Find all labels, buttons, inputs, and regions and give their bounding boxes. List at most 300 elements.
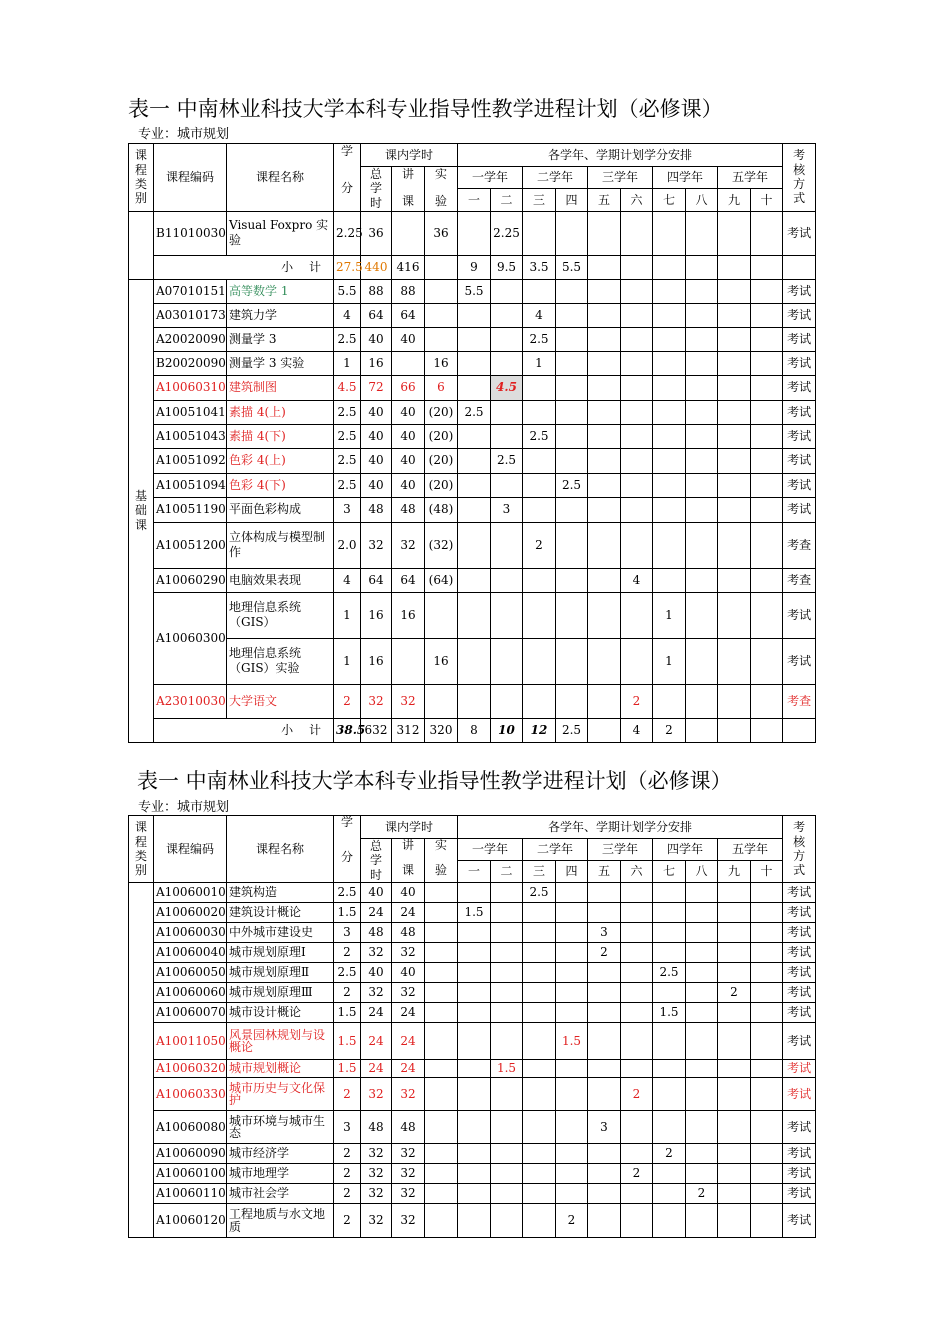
header-credit-top: 学: [340, 144, 353, 158]
term-4-cell: [556, 448, 588, 473]
term-2-cell: [491, 1184, 523, 1204]
term-3-cell: [523, 1003, 556, 1023]
header-year-4: 四学年: [653, 167, 718, 189]
term-9-cell: [718, 883, 751, 903]
course-code: A10060320: [154, 1060, 227, 1078]
term-3-cell: [523, 592, 556, 638]
term-7-cell: [653, 1184, 686, 1204]
term-2-cell: [491, 473, 523, 497]
term-6-cell: [621, 883, 653, 903]
term-6-cell: [621, 351, 653, 375]
term-8-cell: [686, 943, 718, 963]
term-2-cell: [491, 592, 523, 638]
course-lecture-hours: 24: [392, 903, 425, 923]
course-name: 地理信息系统（GIS）实验: [227, 638, 334, 684]
term-9-cell: [718, 255, 751, 279]
course-lecture-hours: 16: [392, 592, 425, 638]
header-term-5: 五: [588, 189, 621, 211]
course-exam: 考试: [783, 497, 816, 522]
course-total-hours: 64: [361, 303, 392, 327]
term-9-cell: [718, 638, 751, 684]
header-term-9: 九: [718, 861, 751, 883]
term-10-cell: [751, 963, 783, 983]
term-10-cell: [751, 1204, 783, 1238]
term-6-cell: [621, 983, 653, 1003]
header-name: 课程名称: [227, 144, 334, 212]
term-10-cell: [751, 522, 783, 568]
course-total-hours: 32: [361, 1164, 392, 1184]
course-lab-hours: [425, 963, 458, 983]
course-lecture-hours: 32: [392, 1078, 425, 1111]
header-term-1: 一: [458, 189, 491, 211]
term-6-cell: [621, 963, 653, 983]
course-row: [129, 684, 848, 718]
term-8-cell: [686, 1060, 718, 1078]
course-lecture-hours: 66: [392, 375, 425, 400]
term-1-cell: [458, 963, 491, 983]
term-2-cell: [491, 1144, 523, 1164]
term-6-cell: [621, 303, 653, 327]
term-2-cell: [491, 522, 523, 568]
term-4-cell: [556, 497, 588, 522]
header-category-text: 课程类别: [135, 148, 148, 206]
term-2-cell: [491, 963, 523, 983]
term-9-cell: [718, 1164, 751, 1184]
course-total-hours: 16: [361, 638, 392, 684]
course-exam: 考试: [783, 327, 816, 351]
course-row: [129, 351, 848, 375]
header-credit-bottom: 分: [340, 849, 353, 864]
course-total-hours: 40: [361, 327, 392, 351]
term-3-cell: [523, 400, 556, 424]
term-3-cell: [523, 1060, 556, 1078]
term-7-cell: 2: [653, 718, 686, 742]
course-name: 工程地质与水文地质: [227, 1204, 334, 1238]
course-row: [129, 211, 848, 255]
term-3-cell: [523, 1078, 556, 1111]
subtotal-exam: [783, 718, 816, 742]
course-lab-hours: [425, 1184, 458, 1204]
course-name: 素描 4(上): [227, 400, 334, 424]
term-3-cell: 2.5: [523, 327, 556, 351]
course-exam: 考试: [783, 1184, 816, 1204]
term-3-cell: [523, 473, 556, 497]
term-5-cell: [588, 424, 621, 448]
term-4-cell: [556, 568, 588, 592]
term-9-cell: [718, 473, 751, 497]
course-credit: 1: [334, 351, 361, 375]
header-year-4: 四学年: [653, 839, 718, 861]
header-term-6: 六: [621, 189, 653, 211]
term-8-cell: [686, 375, 718, 400]
course-name: 城市社会学: [227, 1184, 334, 1204]
course-lab-hours: [425, 303, 458, 327]
term-8-cell: [686, 424, 718, 448]
term-2-cell: [491, 903, 523, 923]
term-5-cell: [588, 592, 621, 638]
course-total-hours: 40: [361, 448, 392, 473]
term-3-cell: 4: [523, 303, 556, 327]
term-8-cell: [686, 1164, 718, 1184]
header-term-7: 七: [653, 189, 686, 211]
course-total-hours: 48: [361, 923, 392, 943]
term-5-cell: [588, 903, 621, 923]
term-5-cell: [588, 211, 621, 255]
term-8-cell: [686, 400, 718, 424]
header-total: [361, 839, 392, 883]
term-8-cell: [686, 903, 718, 923]
course-lecture-hours: 64: [392, 568, 425, 592]
term-2-cell: [491, 279, 523, 303]
course-lecture-hours: 40: [392, 473, 425, 497]
course-total-hours: 40: [361, 424, 392, 448]
term-4-cell: [556, 279, 588, 303]
term-7-cell: [653, 684, 686, 718]
subtotal-lab-hours: [425, 255, 458, 279]
subtotal-total-hours: 632: [361, 718, 392, 742]
course-code: A03010173: [154, 303, 227, 327]
category-cell: [129, 883, 154, 1238]
course-total-hours: 32: [361, 1204, 392, 1238]
course-name: 建筑构造: [227, 883, 334, 903]
header-lab: [425, 167, 458, 212]
term-7-cell: 1.5: [653, 1003, 686, 1023]
course-name: 平面色彩构成: [227, 497, 334, 522]
term-10-cell: [751, 1164, 783, 1184]
term-3-cell: 2.5: [523, 883, 556, 903]
course-total-hours: 32: [361, 522, 392, 568]
term-6-cell: [621, 1204, 653, 1238]
term-10-cell: [751, 592, 783, 638]
term-4-cell: [556, 923, 588, 943]
term-8-cell: 2: [686, 1184, 718, 1204]
course-credit: 2.0: [334, 522, 361, 568]
header-exam-text: 考核方式: [793, 148, 806, 206]
term-8-cell: [686, 327, 718, 351]
term-5-cell: [588, 1164, 621, 1184]
subtotal-exam: [783, 255, 816, 279]
term-9-cell: [718, 424, 751, 448]
term-7-cell: [653, 1078, 686, 1111]
term-5-cell: [588, 963, 621, 983]
course-name: 城市规划原理Ⅰ: [227, 943, 334, 963]
term-9-cell: [718, 1023, 751, 1060]
term-3-cell: [523, 903, 556, 923]
term-9-cell: [718, 1060, 751, 1078]
course-lab-hours: (20): [425, 424, 458, 448]
term-1-cell: [458, 327, 491, 351]
term-9-cell: [718, 592, 751, 638]
course-credit: 1.5: [334, 1060, 361, 1078]
header-code: 课程编码: [154, 816, 227, 883]
term-6-cell: [621, 473, 653, 497]
term-9-cell: [718, 400, 751, 424]
term-4-cell: [556, 903, 588, 923]
course-lab-hours: [425, 279, 458, 303]
header-term-7: 七: [653, 861, 686, 883]
term-7-cell: [653, 1164, 686, 1184]
term-2-cell: [491, 351, 523, 375]
term-2-cell: [491, 1164, 523, 1184]
header-total-text: 总学时: [370, 839, 383, 882]
term-6-cell: [621, 638, 653, 684]
term-8-cell: [686, 568, 718, 592]
subtotal-lecture-hours: 416: [392, 255, 425, 279]
course-exam: 考试: [783, 211, 816, 255]
term-3-cell: [523, 1204, 556, 1238]
term-2-cell: 1.5: [491, 1060, 523, 1078]
plan-table-1: [128, 143, 848, 743]
term-6-cell: [621, 375, 653, 400]
term-1-cell: [458, 1111, 491, 1144]
term-9-cell: [718, 718, 751, 742]
term-5-cell: [588, 375, 621, 400]
term-6-cell: [621, 1023, 653, 1060]
term-4-cell: [556, 400, 588, 424]
course-credit: 2: [334, 1144, 361, 1164]
term-9-cell: 2: [718, 983, 751, 1003]
header-term-2: 二: [491, 189, 523, 211]
subtotal-lab-hours: 320: [425, 718, 458, 742]
term-2-cell: [491, 327, 523, 351]
course-credit: 2: [334, 684, 361, 718]
term-3-cell: 12: [523, 718, 556, 742]
course-code: A10060050: [154, 963, 227, 983]
header-lab-bottom: 验: [434, 862, 447, 877]
course-lecture-hours: 24: [392, 1060, 425, 1078]
header-credit: [334, 144, 361, 212]
course-name: 风景园林规划与设概论: [227, 1023, 334, 1060]
course-lab-hours: [425, 1111, 458, 1144]
term-3-cell: [523, 943, 556, 963]
course-credit: 5.5: [334, 279, 361, 303]
header-hours: 课内学时: [361, 816, 458, 839]
course-exam: 考试: [783, 883, 816, 903]
course-row: [129, 1023, 848, 1060]
term-3-cell: [523, 375, 556, 400]
term-10-cell: [751, 1003, 783, 1023]
course-exam: 考试: [783, 1023, 816, 1060]
subtotal-lecture-hours: 312: [392, 718, 425, 742]
term-5-cell: [588, 255, 621, 279]
course-code: A23010030: [154, 684, 227, 718]
term-10-cell: [751, 923, 783, 943]
term-1-cell: [458, 522, 491, 568]
course-code: A10051041: [154, 400, 227, 424]
term-6-cell: [621, 1111, 653, 1144]
course-row: [129, 1164, 848, 1184]
term-5-cell: [588, 522, 621, 568]
course-lecture-hours: 32: [392, 522, 425, 568]
header-year-3: 三学年: [588, 839, 653, 861]
header-lecture-top: 讲: [401, 167, 414, 181]
term-10-cell: [751, 1184, 783, 1204]
header-year-2: 二学年: [523, 167, 588, 189]
header-lab-bottom: 验: [434, 194, 447, 208]
term-5-cell: [588, 1204, 621, 1238]
course-code: A10060100: [154, 1164, 227, 1184]
term-6-cell: [621, 1060, 653, 1078]
term-2-cell: [491, 1003, 523, 1023]
term-6-cell: [621, 400, 653, 424]
term-4-cell: [556, 1003, 588, 1023]
term-5-cell: [588, 1184, 621, 1204]
course-code: B20020090: [154, 351, 227, 375]
course-exam: 考查: [783, 568, 816, 592]
course-lab-hours: (48): [425, 497, 458, 522]
term-3-cell: [523, 1164, 556, 1184]
term-10-cell: [751, 718, 783, 742]
term-2-cell: 3: [491, 497, 523, 522]
term-9-cell: [718, 211, 751, 255]
term-1-cell: [458, 497, 491, 522]
header-lecture: [392, 839, 425, 883]
plan-table-2: [128, 815, 848, 1238]
course-credit: 4.5: [334, 375, 361, 400]
header-code: 课程编码: [154, 144, 227, 212]
course-lab-hours: [425, 1078, 458, 1111]
course-name: 电脑效果表现: [227, 568, 334, 592]
course-exam: 考试: [783, 638, 816, 684]
course-total-hours: 72: [361, 375, 392, 400]
course-credit: 2.5: [334, 963, 361, 983]
course-name: 色彩 4(下): [227, 473, 334, 497]
term-4-cell: [556, 1144, 588, 1164]
course-total-hours: 36: [361, 211, 392, 255]
term-6-cell: [621, 255, 653, 279]
course-lab-hours: [425, 592, 458, 638]
term-5-cell: [588, 684, 621, 718]
term-2-cell: [491, 1078, 523, 1111]
term-4-cell: 2: [556, 1204, 588, 1238]
term-9-cell: [718, 1184, 751, 1204]
term-9-cell: [718, 1111, 751, 1144]
subtotal-row: [129, 255, 848, 279]
term-3-cell: [523, 1184, 556, 1204]
course-lecture-hours: 48: [392, 497, 425, 522]
term-4-cell: [556, 1184, 588, 1204]
course-lecture-hours: [392, 638, 425, 684]
term-2-cell: [491, 638, 523, 684]
term-1-cell: [458, 1003, 491, 1023]
course-lecture-hours: 32: [392, 1204, 425, 1238]
course-exam: 考试: [783, 448, 816, 473]
course-row: [129, 963, 848, 983]
term-4-cell: 2.5: [556, 473, 588, 497]
course-lecture-hours: 48: [392, 923, 425, 943]
course-lecture-hours: 40: [392, 448, 425, 473]
term-6-cell: [621, 903, 653, 923]
term-2-cell: 4.5: [491, 375, 523, 400]
subtotal-credit: 27.5: [334, 255, 361, 279]
course-name: Visual Foxpro 实验: [227, 211, 334, 255]
term-10-cell: [751, 1111, 783, 1144]
course-exam: 考试: [783, 943, 816, 963]
course-lab-hours: (64): [425, 568, 458, 592]
course-exam: 考试: [783, 1003, 816, 1023]
term-1-cell: [458, 303, 491, 327]
course-lecture-hours: 40: [392, 400, 425, 424]
term-3-cell: [523, 638, 556, 684]
course-row: [129, 903, 848, 923]
term-4-cell: [556, 963, 588, 983]
term-8-cell: [686, 923, 718, 943]
course-total-hours: 32: [361, 1184, 392, 1204]
term-8-cell: [686, 1111, 718, 1144]
course-code: A10060020: [154, 903, 227, 923]
header-total-text: 总学时: [370, 167, 383, 210]
page-title: 表一 中南林业科技大学本科专业指导性教学进程计划（必修课）: [128, 97, 723, 121]
term-2-cell: 2.25: [491, 211, 523, 255]
course-credit: 1: [334, 592, 361, 638]
term-1-cell: 5.5: [458, 279, 491, 303]
term-1-cell: [458, 375, 491, 400]
course-total-hours: 88: [361, 279, 392, 303]
term-2-cell: [491, 400, 523, 424]
header-name: 课程名称: [227, 816, 334, 883]
term-6-cell: [621, 279, 653, 303]
term-7-cell: [653, 255, 686, 279]
header-total: [361, 167, 392, 212]
term-4-cell: [556, 351, 588, 375]
subtotal-label: 小 计: [154, 255, 334, 279]
course-exam: 考试: [783, 903, 816, 923]
term-1-cell: [458, 883, 491, 903]
course-row: [129, 1003, 848, 1023]
category-text: 基础课: [135, 488, 148, 532]
course-lecture-hours: 32: [392, 1164, 425, 1184]
term-4-cell: [556, 1111, 588, 1144]
course-name: 色彩 4(上): [227, 448, 334, 473]
term-10-cell: [751, 1060, 783, 1078]
term-8-cell: [686, 1078, 718, 1111]
term-9-cell: [718, 943, 751, 963]
term-9-cell: [718, 684, 751, 718]
course-exam: 考试: [783, 1144, 816, 1164]
course-lab-hours: [425, 923, 458, 943]
term-4-cell: [556, 983, 588, 1003]
term-3-cell: 1: [523, 351, 556, 375]
course-credit: 3: [334, 497, 361, 522]
course-name: 城市环境与城市生态: [227, 1111, 334, 1144]
header-lab: [425, 839, 458, 883]
term-1-cell: [458, 473, 491, 497]
header-term-8: 八: [686, 189, 718, 211]
term-9-cell: [718, 497, 751, 522]
course-total-hours: 32: [361, 684, 392, 718]
term-3-cell: [523, 923, 556, 943]
term-3-cell: [523, 1111, 556, 1144]
course-row: [129, 497, 848, 522]
term-6-cell: [621, 424, 653, 448]
subtotal-credit: 38.5: [334, 718, 361, 742]
term-5-cell: [588, 279, 621, 303]
term-10-cell: [751, 375, 783, 400]
term-6-cell: [621, 497, 653, 522]
header-schedule: 各学年、学期计划学分安排: [458, 816, 783, 839]
course-name: 城市规划概论: [227, 1060, 334, 1078]
course-name: 城市经济学: [227, 1144, 334, 1164]
course-code: A10060300: [154, 592, 227, 684]
term-10-cell: [751, 943, 783, 963]
term-7-cell: [653, 448, 686, 473]
course-name: 城市设计概论: [227, 1003, 334, 1023]
term-10-cell: [751, 211, 783, 255]
term-5-cell: [588, 448, 621, 473]
term-9-cell: [718, 923, 751, 943]
course-lab-hours: (20): [425, 448, 458, 473]
term-2-cell: 9.5: [491, 255, 523, 279]
